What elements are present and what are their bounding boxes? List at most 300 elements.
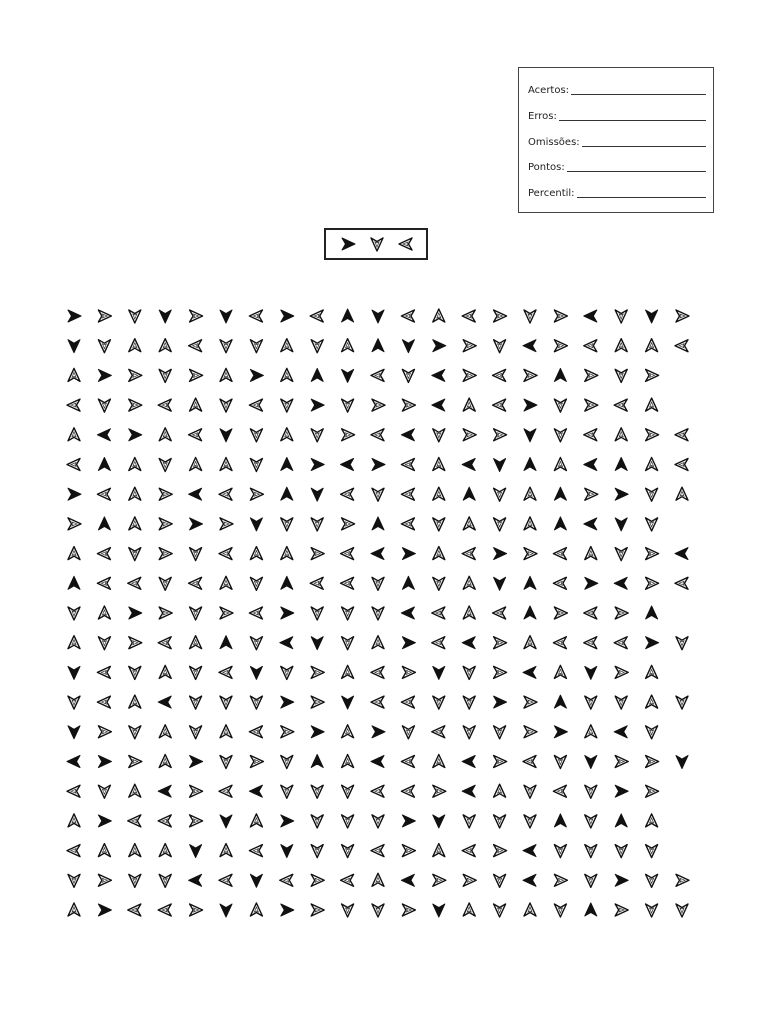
arrow-right-outline-icon[interactable] xyxy=(585,488,598,500)
arrow-up-outline-icon[interactable] xyxy=(524,903,536,916)
arrow-right-outline-icon[interactable] xyxy=(494,666,507,678)
arrow-left-outline-icon[interactable] xyxy=(341,548,354,560)
arrow-right-outline-icon[interactable] xyxy=(524,369,537,381)
arrow-left-solid-icon[interactable] xyxy=(97,429,110,441)
arrow-left-outline-icon[interactable] xyxy=(219,488,232,500)
arrow-left-outline-icon[interactable] xyxy=(675,429,688,441)
arrow-left-solid-icon[interactable] xyxy=(584,459,597,471)
arrow-right-outline-icon[interactable] xyxy=(615,607,628,619)
arrow-up-outline-icon[interactable] xyxy=(220,576,232,589)
arrow-up-outline-icon[interactable] xyxy=(68,903,80,916)
arrow-up-outline-icon[interactable] xyxy=(190,398,202,411)
arrow-down-outline-icon[interactable] xyxy=(159,369,171,382)
arrow-down-outline-icon[interactable] xyxy=(372,607,384,620)
arrow-left-solid-icon[interactable] xyxy=(432,369,445,381)
arrow-down-solid-icon[interactable] xyxy=(372,310,384,323)
arrow-up-outline-icon[interactable] xyxy=(372,873,384,886)
arrow-left-solid-icon[interactable] xyxy=(614,726,627,738)
arrow-down-outline-icon[interactable] xyxy=(190,696,202,709)
arrow-down-outline-icon[interactable] xyxy=(220,399,232,412)
arrow-left-outline-icon[interactable] xyxy=(341,488,354,500)
arrow-right-outline-icon[interactable] xyxy=(524,726,537,738)
arrow-up-outline-icon[interactable] xyxy=(68,428,80,441)
arrow-up-outline-icon[interactable] xyxy=(220,725,232,738)
arrow-up-outline-icon[interactable] xyxy=(646,814,658,827)
arrow-left-outline-icon[interactable] xyxy=(553,577,566,589)
arrow-left-outline-icon[interactable] xyxy=(523,756,536,768)
arrow-right-solid-icon[interactable] xyxy=(494,696,507,708)
arrow-down-outline-icon[interactable] xyxy=(281,785,293,798)
arrow-up-solid-icon[interactable] xyxy=(311,755,323,768)
arrow-down-outline-icon[interactable] xyxy=(98,399,110,412)
arrow-up-outline-icon[interactable] xyxy=(615,428,627,441)
arrow-up-outline-icon[interactable] xyxy=(433,458,445,471)
arrow-right-solid-icon[interactable] xyxy=(281,310,294,322)
arrow-left-outline-icon[interactable] xyxy=(67,785,80,797)
arrow-right-solid-icon[interactable] xyxy=(433,340,446,352)
arrow-down-solid-icon[interactable] xyxy=(433,815,445,828)
arrow-right-outline-icon[interactable] xyxy=(615,666,628,678)
arrow-up-outline-icon[interactable] xyxy=(554,665,566,678)
arrow-up-outline-icon[interactable] xyxy=(281,368,293,381)
arrow-left-solid-icon[interactable] xyxy=(401,429,414,441)
arrow-down-outline-icon[interactable] xyxy=(159,459,171,472)
arrow-down-solid-icon[interactable] xyxy=(402,340,414,353)
arrow-left-outline-icon[interactable] xyxy=(432,607,445,619)
arrow-right-outline-icon[interactable] xyxy=(402,399,415,411)
arrow-right-solid-icon[interactable] xyxy=(372,726,385,738)
arrow-up-solid-icon[interactable] xyxy=(585,903,597,916)
arrow-up-outline-icon[interactable] xyxy=(98,844,110,857)
arrow-right-outline-icon[interactable] xyxy=(190,904,203,916)
arrow-down-outline-icon[interactable] xyxy=(68,607,80,620)
arrow-right-outline-icon[interactable] xyxy=(190,369,203,381)
arrow-down-outline-icon[interactable] xyxy=(433,518,445,531)
arrow-left-outline-icon[interactable] xyxy=(371,845,384,857)
arrow-right-outline-icon[interactable] xyxy=(494,845,507,857)
arrow-right-outline-icon[interactable] xyxy=(98,310,111,322)
arrow-left-outline-icon[interactable] xyxy=(97,696,110,708)
arrow-down-outline-icon[interactable] xyxy=(494,874,506,887)
arrow-up-outline-icon[interactable] xyxy=(159,844,171,857)
arrow-up-outline-icon[interactable] xyxy=(129,339,141,352)
arrow-down-outline-icon[interactable] xyxy=(372,488,384,501)
arrow-up-outline-icon[interactable] xyxy=(646,665,658,678)
arrow-down-solid-icon[interactable] xyxy=(220,815,232,828)
arrow-left-outline-icon[interactable] xyxy=(310,310,323,322)
arrow-down-solid-icon[interactable] xyxy=(585,666,597,679)
arrow-down-outline-icon[interactable] xyxy=(646,874,658,887)
arrow-up-solid-icon[interactable] xyxy=(98,458,110,471)
arrow-left-solid-icon[interactable] xyxy=(462,459,475,471)
arrow-right-solid-icon[interactable] xyxy=(129,429,142,441)
arrow-right-outline-icon[interactable] xyxy=(190,785,203,797)
arrow-down-outline-icon[interactable] xyxy=(494,488,506,501)
arrow-left-solid-icon[interactable] xyxy=(158,785,171,797)
arrow-up-outline-icon[interactable] xyxy=(129,517,141,530)
arrow-up-outline-icon[interactable] xyxy=(342,665,354,678)
arrow-down-outline-icon[interactable] xyxy=(250,696,262,709)
arrow-left-solid-icon[interactable] xyxy=(158,696,171,708)
arrow-up-outline-icon[interactable] xyxy=(68,636,80,649)
arrow-up-outline-icon[interactable] xyxy=(646,695,658,708)
arrow-up-solid-icon[interactable] xyxy=(554,517,566,530)
arrow-down-outline-icon[interactable] xyxy=(311,429,323,442)
arrow-down-outline-icon[interactable] xyxy=(615,310,627,323)
arrow-right-solid-icon[interactable] xyxy=(311,459,324,471)
arrow-right-solid-icon[interactable] xyxy=(372,459,385,471)
arrow-down-outline-icon[interactable] xyxy=(281,756,293,769)
arrow-left-solid-icon[interactable] xyxy=(249,785,262,797)
arrow-left-outline-icon[interactable] xyxy=(249,607,262,619)
arrow-down-outline-icon[interactable] xyxy=(615,548,627,561)
arrow-up-outline-icon[interactable] xyxy=(463,903,475,916)
arrow-down-outline-icon[interactable] xyxy=(372,815,384,828)
arrow-up-solid-icon[interactable] xyxy=(372,339,384,352)
arrow-right-outline-icon[interactable] xyxy=(311,666,324,678)
arrow-right-solid-icon[interactable] xyxy=(402,815,415,827)
arrow-left-solid-icon[interactable] xyxy=(523,845,536,857)
arrow-up-outline-icon[interactable] xyxy=(281,339,293,352)
arrow-right-outline-icon[interactable] xyxy=(68,518,81,530)
arrow-down-outline-icon[interactable] xyxy=(615,845,627,858)
arrow-down-outline-icon[interactable] xyxy=(615,696,627,709)
arrow-down-outline-icon[interactable] xyxy=(676,904,688,917)
arrow-down-outline-icon[interactable] xyxy=(311,607,323,620)
arrow-up-outline-icon[interactable] xyxy=(646,458,658,471)
arrow-left-solid-icon[interactable] xyxy=(341,459,354,471)
arrow-right-solid-icon[interactable] xyxy=(585,577,598,589)
arrow-down-outline-icon[interactable] xyxy=(524,815,536,828)
arrow-up-outline-icon[interactable] xyxy=(494,784,506,797)
arrow-down-solid-icon[interactable] xyxy=(433,904,445,917)
arrow-left-outline-icon[interactable] xyxy=(371,429,384,441)
arrow-right-outline-icon[interactable] xyxy=(98,726,111,738)
arrow-left-outline-icon[interactable] xyxy=(584,429,597,441)
arrow-up-outline-icon[interactable] xyxy=(463,517,475,530)
arrow-left-outline-icon[interactable] xyxy=(675,459,688,471)
arrow-right-outline-icon[interactable] xyxy=(463,369,476,381)
arrow-left-solid-icon[interactable] xyxy=(523,874,536,886)
arrow-left-outline-icon[interactable] xyxy=(493,399,506,411)
arrow-left-outline-icon[interactable] xyxy=(219,874,232,886)
arrow-up-outline-icon[interactable] xyxy=(190,636,202,649)
arrow-right-solid-icon[interactable] xyxy=(615,874,628,886)
arrow-down-solid-icon[interactable] xyxy=(494,459,506,472)
arrow-down-outline-icon[interactable] xyxy=(463,815,475,828)
arrow-left-solid-icon[interactable] xyxy=(401,874,414,886)
arrow-left-solid-icon[interactable] xyxy=(371,756,384,768)
arrow-down-outline-icon[interactable] xyxy=(342,845,354,858)
arrow-down-outline-icon[interactable] xyxy=(129,666,141,679)
arrow-down-outline-icon[interactable] xyxy=(281,666,293,679)
arrow-down-outline-icon[interactable] xyxy=(372,577,384,590)
arrow-right-solid-icon[interactable] xyxy=(554,726,567,738)
arrow-down-outline-icon[interactable] xyxy=(433,696,445,709)
arrow-down-solid-icon[interactable] xyxy=(250,666,262,679)
arrow-down-outline-icon[interactable] xyxy=(220,696,232,709)
arrow-right-solid-icon[interactable] xyxy=(281,904,294,916)
arrow-down-outline-icon[interactable] xyxy=(524,310,536,323)
arrow-down-outline-icon[interactable] xyxy=(159,874,171,887)
arrow-down-outline-icon[interactable] xyxy=(494,904,506,917)
arrow-up-solid-icon[interactable] xyxy=(646,606,658,619)
arrow-right-outline-icon[interactable] xyxy=(250,756,263,768)
arrow-right-outline-icon[interactable] xyxy=(372,399,385,411)
arrow-left-outline-icon[interactable] xyxy=(128,577,141,589)
arrow-left-outline-icon[interactable] xyxy=(584,637,597,649)
arrow-right-outline-icon[interactable] xyxy=(342,518,355,530)
arrow-up-outline-icon[interactable] xyxy=(190,458,202,471)
arrow-right-outline-icon[interactable] xyxy=(98,874,111,886)
arrow-up-solid-icon[interactable] xyxy=(281,458,293,471)
arrow-down-outline-icon[interactable] xyxy=(190,666,202,679)
arrow-down-outline-icon[interactable] xyxy=(585,696,597,709)
arrow-up-outline-icon[interactable] xyxy=(615,339,627,352)
arrow-left-outline-icon[interactable] xyxy=(341,874,354,886)
arrow-down-solid-icon[interactable] xyxy=(68,666,80,679)
arrow-up-outline-icon[interactable] xyxy=(129,487,141,500)
arrow-right-outline-icon[interactable] xyxy=(615,756,628,768)
arrow-left-solid-icon[interactable] xyxy=(614,577,627,589)
arrow-up-outline-icon[interactable] xyxy=(372,636,384,649)
arrow-down-solid-icon[interactable] xyxy=(250,874,262,887)
arrow-left-outline-icon[interactable] xyxy=(128,815,141,827)
arrow-left-outline-icon[interactable] xyxy=(493,607,506,619)
arrow-down-outline-icon[interactable] xyxy=(129,874,141,887)
arrow-up-outline-icon[interactable] xyxy=(220,458,232,471)
arrow-down-outline-icon[interactable] xyxy=(342,399,354,412)
arrow-left-outline-icon[interactable] xyxy=(249,726,262,738)
arrow-right-outline-icon[interactable] xyxy=(646,369,659,381)
arrow-up-outline-icon[interactable] xyxy=(68,547,80,560)
arrow-down-outline-icon[interactable] xyxy=(646,726,658,739)
arrow-down-outline-icon[interactable] xyxy=(342,637,354,650)
arrow-down-outline-icon[interactable] xyxy=(98,637,110,650)
arrow-down-outline-icon[interactable] xyxy=(646,518,658,531)
arrow-down-outline-icon[interactable] xyxy=(676,696,688,709)
arrow-left-solid-icon[interactable] xyxy=(462,756,475,768)
arrow-left-outline-icon[interactable] xyxy=(401,459,414,471)
arrow-right-solid-icon[interactable] xyxy=(68,310,81,322)
arrow-up-outline-icon[interactable] xyxy=(220,844,232,857)
arrow-left-outline-icon[interactable] xyxy=(614,637,627,649)
arrow-down-outline-icon[interactable] xyxy=(676,637,688,650)
arrow-right-outline-icon[interactable] xyxy=(585,369,598,381)
arrow-down-outline-icon[interactable] xyxy=(129,548,141,561)
arrow-left-solid-icon[interactable] xyxy=(67,756,80,768)
arrow-right-solid-icon[interactable] xyxy=(311,399,324,411)
arrow-down-outline-icon[interactable] xyxy=(250,577,262,590)
arrow-right-outline-icon[interactable] xyxy=(554,310,567,322)
arrow-down-solid-icon[interactable] xyxy=(585,756,597,769)
arrow-right-outline-icon[interactable] xyxy=(524,696,537,708)
arrow-left-outline-icon[interactable] xyxy=(249,845,262,857)
arrow-right-outline-icon[interactable] xyxy=(342,429,355,441)
arrow-right-solid-icon[interactable] xyxy=(646,637,659,649)
arrow-down-outline-icon[interactable] xyxy=(311,340,323,353)
arrow-right-solid-icon[interactable] xyxy=(190,518,203,530)
arrow-right-outline-icon[interactable] xyxy=(646,785,659,797)
arrow-down-outline-icon[interactable] xyxy=(494,340,506,353)
arrow-left-solid-icon[interactable] xyxy=(462,785,475,797)
arrow-left-outline-icon[interactable] xyxy=(67,845,80,857)
arrow-right-solid-icon[interactable] xyxy=(129,607,142,619)
arrow-down-outline-icon[interactable] xyxy=(250,459,262,472)
arrow-left-outline-icon[interactable] xyxy=(158,399,171,411)
arrow-left-outline-icon[interactable] xyxy=(249,310,262,322)
arrow-left-outline-icon[interactable] xyxy=(401,785,414,797)
arrow-up-outline-icon[interactable] xyxy=(433,487,445,500)
arrow-up-outline-icon[interactable] xyxy=(129,458,141,471)
arrow-up-outline-icon[interactable] xyxy=(646,339,658,352)
arrow-up-solid-icon[interactable] xyxy=(463,487,475,500)
arrow-right-solid-icon[interactable] xyxy=(311,726,324,738)
arrow-right-solid-icon[interactable] xyxy=(402,548,415,560)
arrow-left-outline-icon[interactable] xyxy=(553,548,566,560)
arrow-down-outline-icon[interactable] xyxy=(433,577,445,590)
arrow-down-outline-icon[interactable] xyxy=(494,815,506,828)
arrow-down-outline-icon[interactable] xyxy=(585,815,597,828)
arrow-up-solid-icon[interactable] xyxy=(68,576,80,589)
arrow-left-outline-icon[interactable] xyxy=(97,666,110,678)
arrow-down-outline-icon[interactable] xyxy=(220,756,232,769)
arrow-left-solid-icon[interactable] xyxy=(584,310,597,322)
arrow-left-outline-icon[interactable] xyxy=(371,696,384,708)
arrow-right-outline-icon[interactable] xyxy=(129,756,142,768)
arrow-down-solid-icon[interactable] xyxy=(342,696,354,709)
arrow-down-outline-icon[interactable] xyxy=(342,607,354,620)
arrow-down-solid-icon[interactable] xyxy=(311,637,323,650)
arrow-down-outline-icon[interactable] xyxy=(402,369,414,382)
arrow-right-outline-icon[interactable] xyxy=(311,874,324,886)
arrow-down-solid-icon[interactable] xyxy=(250,518,262,531)
arrow-right-solid-icon[interactable] xyxy=(68,488,81,500)
arrow-left-outline-icon[interactable] xyxy=(97,548,110,560)
arrow-right-outline-icon[interactable] xyxy=(494,637,507,649)
arrow-left-outline-icon[interactable] xyxy=(401,756,414,768)
arrow-down-outline-icon[interactable] xyxy=(220,340,232,353)
arrow-up-solid-icon[interactable] xyxy=(281,487,293,500)
arrow-right-outline-icon[interactable] xyxy=(311,904,324,916)
arrow-right-solid-icon[interactable] xyxy=(281,696,294,708)
arrow-up-outline-icon[interactable] xyxy=(281,547,293,560)
arrow-down-outline-icon[interactable] xyxy=(554,904,566,917)
arrow-up-outline-icon[interactable] xyxy=(554,458,566,471)
arrow-up-outline-icon[interactable] xyxy=(250,903,262,916)
arrow-right-solid-icon[interactable] xyxy=(281,815,294,827)
arrow-up-solid-icon[interactable] xyxy=(342,309,354,322)
arrow-right-outline-icon[interactable] xyxy=(190,815,203,827)
arrow-down-outline-icon[interactable] xyxy=(342,785,354,798)
arrow-down-outline-icon[interactable] xyxy=(433,429,445,442)
arrow-up-solid-icon[interactable] xyxy=(554,487,566,500)
arrow-right-solid-icon[interactable] xyxy=(98,369,111,381)
arrow-left-outline-icon[interactable] xyxy=(128,904,141,916)
arrow-right-outline-icon[interactable] xyxy=(311,548,324,560)
arrow-right-solid-icon[interactable] xyxy=(98,815,111,827)
arrow-down-solid-icon[interactable] xyxy=(281,845,293,858)
arrow-up-outline-icon[interactable] xyxy=(433,309,445,322)
arrow-down-solid-icon[interactable] xyxy=(68,726,80,739)
arrow-down-outline-icon[interactable] xyxy=(524,785,536,798)
arrow-down-solid-icon[interactable] xyxy=(68,340,80,353)
arrow-left-outline-icon[interactable] xyxy=(158,815,171,827)
arrow-right-outline-icon[interactable] xyxy=(220,518,233,530)
arrow-right-solid-icon[interactable] xyxy=(524,399,537,411)
arrow-left-outline-icon[interactable] xyxy=(553,785,566,797)
arrow-down-outline-icon[interactable] xyxy=(463,666,475,679)
arrow-right-outline-icon[interactable] xyxy=(402,904,415,916)
arrow-left-solid-icon[interactable] xyxy=(675,548,688,560)
arrow-down-outline-icon[interactable] xyxy=(554,845,566,858)
arrow-left-outline-icon[interactable] xyxy=(219,785,232,797)
arrow-down-outline-icon[interactable] xyxy=(159,577,171,590)
arrow-down-outline-icon[interactable] xyxy=(494,518,506,531)
arrow-right-outline-icon[interactable] xyxy=(250,488,263,500)
arrow-left-outline-icon[interactable] xyxy=(401,488,414,500)
arrow-left-outline-icon[interactable] xyxy=(584,607,597,619)
arrow-left-outline-icon[interactable] xyxy=(432,726,445,738)
arrow-down-outline-icon[interactable] xyxy=(68,696,80,709)
arrow-down-outline-icon[interactable] xyxy=(372,904,384,917)
arrow-down-outline-icon[interactable] xyxy=(554,429,566,442)
arrow-left-solid-icon[interactable] xyxy=(432,399,445,411)
arrow-left-outline-icon[interactable] xyxy=(158,637,171,649)
arrow-up-outline-icon[interactable] xyxy=(463,606,475,619)
arrow-right-outline-icon[interactable] xyxy=(159,607,172,619)
arrow-right-outline-icon[interactable] xyxy=(494,310,507,322)
arrow-down-solid-icon[interactable] xyxy=(190,845,202,858)
arrow-up-outline-icon[interactable] xyxy=(159,725,171,738)
arrow-left-outline-icon[interactable] xyxy=(614,399,627,411)
arrow-up-outline-icon[interactable] xyxy=(676,487,688,500)
arrow-down-outline-icon[interactable] xyxy=(98,785,110,798)
arrow-right-solid-icon[interactable] xyxy=(281,607,294,619)
arrow-left-outline-icon[interactable] xyxy=(401,310,414,322)
arrow-down-solid-icon[interactable] xyxy=(311,488,323,501)
arrow-right-outline-icon[interactable] xyxy=(463,874,476,886)
arrow-down-solid-icon[interactable] xyxy=(220,310,232,323)
arrow-left-outline-icon[interactable] xyxy=(401,696,414,708)
arrow-up-outline-icon[interactable] xyxy=(433,547,445,560)
arrow-down-solid-icon[interactable] xyxy=(524,429,536,442)
arrow-up-solid-icon[interactable] xyxy=(554,695,566,708)
arrow-down-outline-icon[interactable] xyxy=(311,815,323,828)
arrow-down-outline-icon[interactable] xyxy=(585,845,597,858)
arrow-left-solid-icon[interactable] xyxy=(584,518,597,530)
arrow-right-outline-icon[interactable] xyxy=(646,577,659,589)
arrow-left-outline-icon[interactable] xyxy=(97,488,110,500)
arrow-left-outline-icon[interactable] xyxy=(341,577,354,589)
arrow-down-outline-icon[interactable] xyxy=(190,607,202,620)
arrow-down-outline-icon[interactable] xyxy=(342,904,354,917)
arrow-down-outline-icon[interactable] xyxy=(190,548,202,561)
arrow-left-solid-icon[interactable] xyxy=(523,340,536,352)
arrow-right-outline-icon[interactable] xyxy=(494,429,507,441)
arrow-down-outline-icon[interactable] xyxy=(585,874,597,887)
arrow-right-outline-icon[interactable] xyxy=(159,548,172,560)
arrow-down-outline-icon[interactable] xyxy=(342,815,354,828)
arrow-up-outline-icon[interactable] xyxy=(98,606,110,619)
arrow-down-outline-icon[interactable] xyxy=(311,845,323,858)
arrow-left-outline-icon[interactable] xyxy=(401,518,414,530)
arrow-up-outline-icon[interactable] xyxy=(159,339,171,352)
arrow-up-solid-icon[interactable] xyxy=(281,576,293,589)
arrow-up-solid-icon[interactable] xyxy=(554,814,566,827)
arrow-down-solid-icon[interactable] xyxy=(342,369,354,382)
arrow-right-solid-icon[interactable] xyxy=(190,756,203,768)
